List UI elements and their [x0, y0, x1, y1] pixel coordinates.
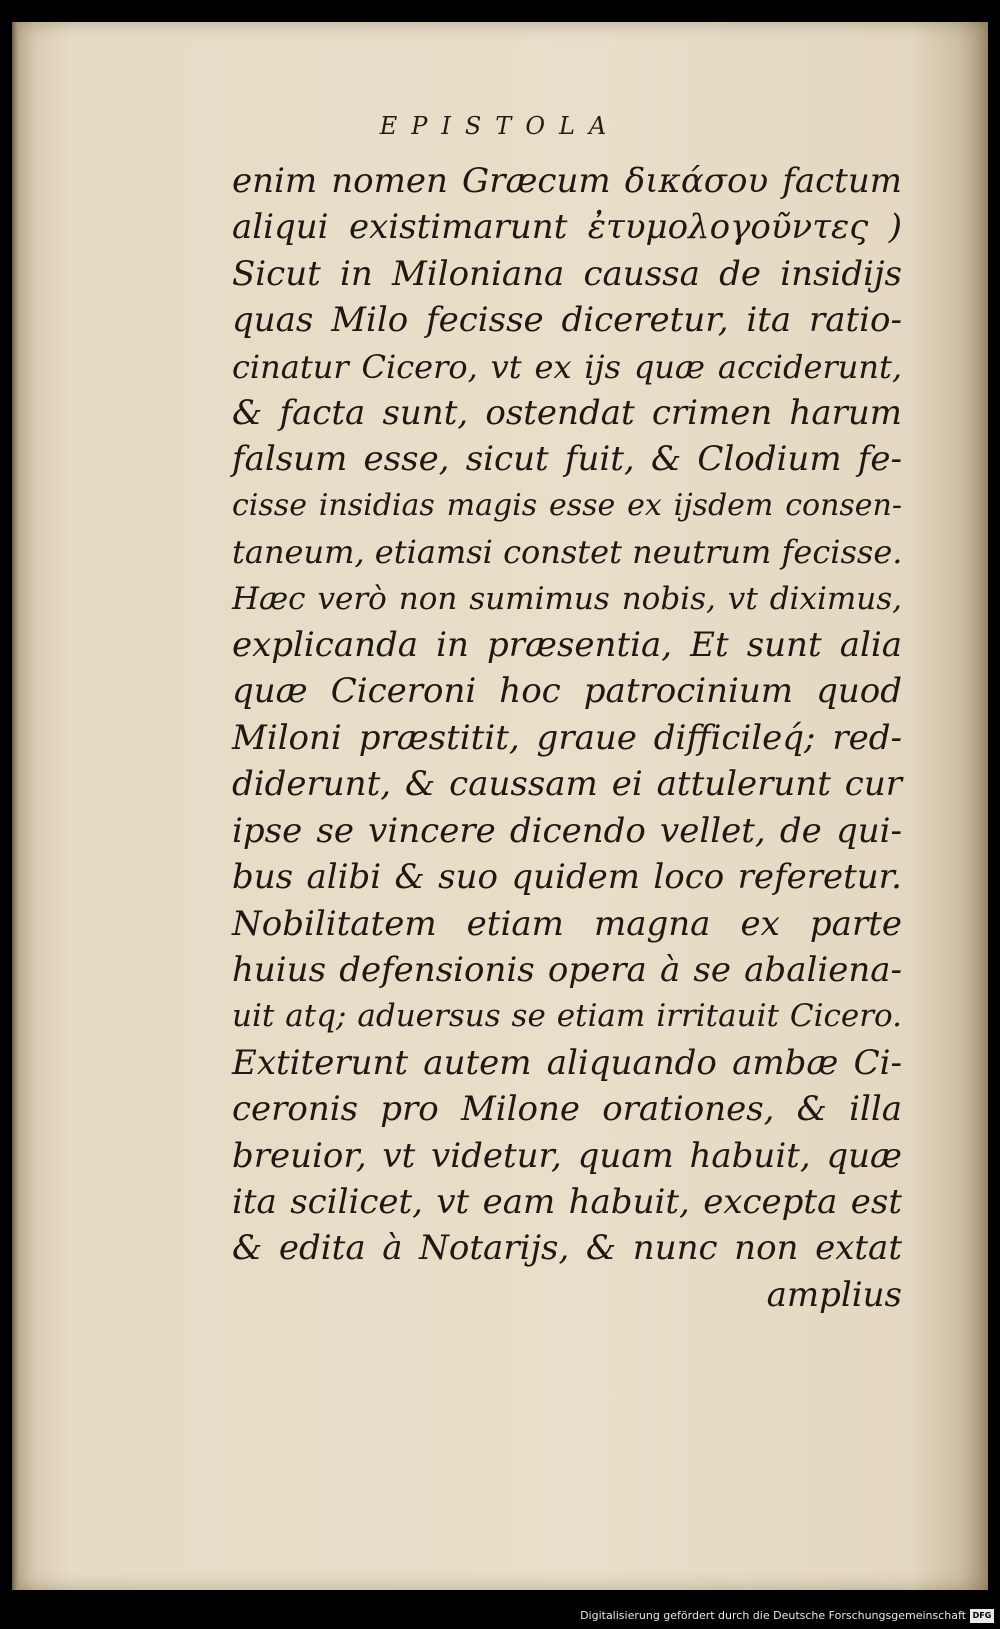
- text-line: Miloni præstitit, graue difficileq́; red-: [232, 717, 902, 758]
- footer-bar: [0, 1604, 1000, 1629]
- text-line: & facta sunt, ostendat crimen harum: [232, 393, 902, 434]
- text-line: breuior, vt videtur, quam habuit, quæ: [232, 1135, 902, 1176]
- text-line: Sicut in Miloniana caussa de insidijs: [232, 253, 902, 294]
- text-line: ita scilicet, vt eam habuit, excepta est: [232, 1181, 902, 1222]
- text-line: bus alibi & suo quidem loco referetur.: [232, 857, 902, 898]
- body-text: [232, 158, 902, 1318]
- text-line: aliqui existimarunt ἐτυμολογοῦντες ): [232, 207, 902, 248]
- dfg-logo-icon: DFG: [970, 1609, 994, 1623]
- text-line: ceronis pro Milone orationes, & illa: [232, 1089, 902, 1130]
- text-line: falsum esse, sicut fuit, & Clodium fe-: [232, 439, 902, 480]
- text-line: diderunt, & caussam ei attulerunt cur: [232, 764, 902, 805]
- text-line: cisse insidias magis esse ex ijsdem consen-: [232, 487, 902, 523]
- text-line: cinatur Cicero, vt ex ijs quæ acciderunt,: [232, 347, 902, 386]
- text-line: quæ Ciceroni hoc patrocinium quod: [232, 671, 902, 712]
- text-line: Hæc verò non sumimus nobis, vt diximus,: [232, 580, 902, 617]
- text-line: taneum, etiamsi constet neutrum fecisse.: [232, 533, 903, 572]
- text-line: enim nomen Græcum δικάσου factum: [232, 161, 902, 201]
- text-line: & edita à Notarijs, & nunc non extat: [232, 1228, 902, 1269]
- text-line: explicanda in præsentia, Et sunt alia: [232, 625, 902, 666]
- text-line: ipse se vincere dicendo vellet, de qui-: [232, 810, 902, 851]
- text-line: uit atq; aduersus se etiam irritauit Cicero.: [232, 998, 902, 1035]
- funding-credit: Digitalisierung gefördert durch die Deutsche Forschungsgemeinschaft: [580, 1609, 966, 1622]
- text-line: Nobilitatem etiam magna ex parte: [232, 903, 902, 944]
- text-line: quas Milo fecisse diceretur, ita ratio-: [232, 300, 902, 341]
- text-line: huius defensionis opera à se abaliena-: [232, 949, 902, 990]
- catchword: amplius: [766, 1274, 902, 1315]
- page-gutter-edge: [12, 22, 18, 1590]
- text-line: Extiterunt autem aliquando ambæ Ci-: [232, 1042, 902, 1083]
- running-head: EPISTOLA: [379, 112, 621, 140]
